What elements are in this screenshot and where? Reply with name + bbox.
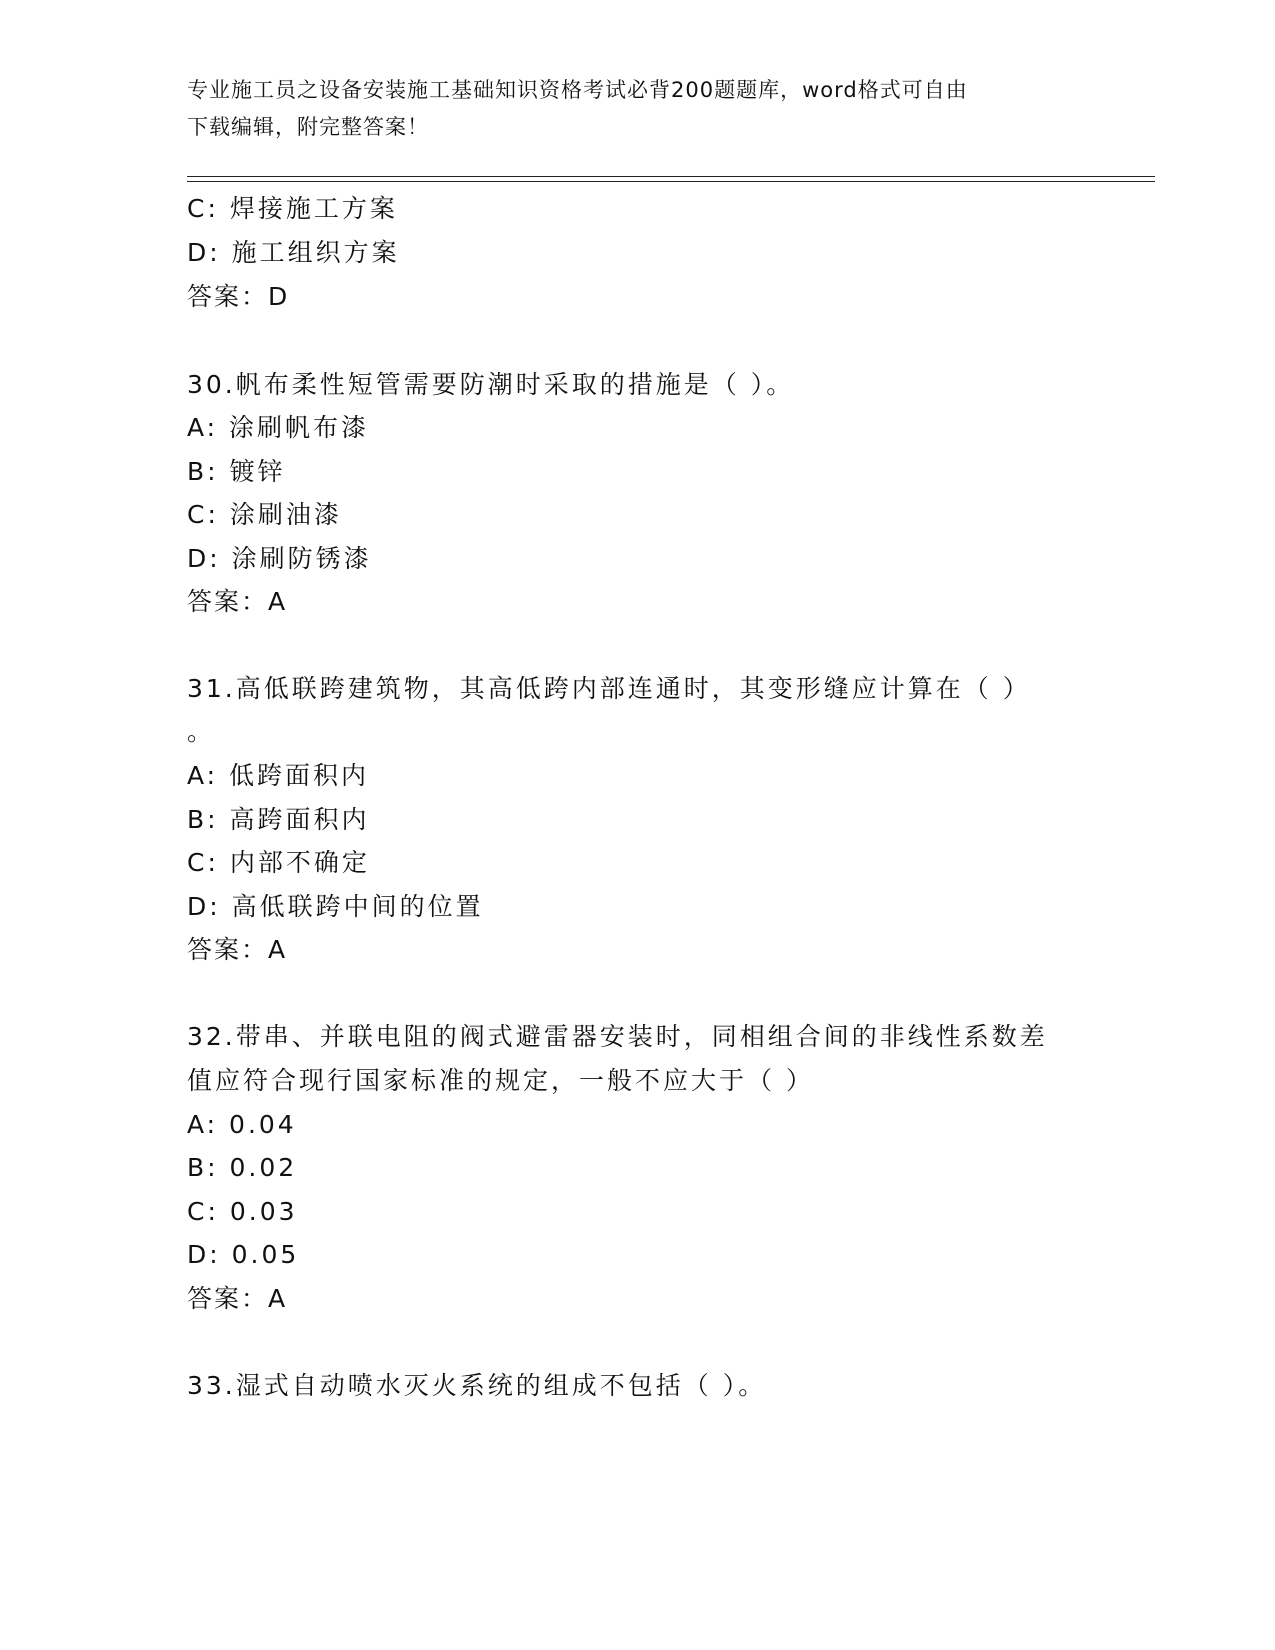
option-line (187, 237, 400, 269)
option-label: C: (187, 500, 219, 529)
document-header (187, 72, 1087, 146)
option-label: B: (187, 805, 219, 834)
option-line (187, 1109, 297, 1141)
option-text: 0.05 (231, 1240, 300, 1269)
option-text: 0.03 (229, 1197, 298, 1226)
header-divider-bottom (187, 181, 1155, 182)
question-stem-continued: 。 (187, 717, 216, 746)
option-label: D: (187, 1240, 221, 1269)
option-label: A: (187, 1110, 219, 1139)
option-line (187, 804, 370, 836)
option-line (187, 499, 342, 531)
option-line (187, 193, 398, 225)
question-stem: 31.高低联跨建筑物，其高低跨内部连通时，其变形缝应计算在（ ） (187, 674, 1031, 703)
option-line (187, 412, 369, 444)
option-line (187, 1239, 299, 1271)
answer-line: 答案：D (187, 282, 290, 311)
option-label: D: (187, 892, 221, 921)
header-line-2: 下载编辑，附完整答案！ (187, 115, 429, 139)
answer-line: 答案：A (187, 1284, 288, 1313)
option-text: 高低联跨中间的位置 (231, 892, 484, 921)
option-text: 内部不确定 (229, 848, 370, 877)
option-text: 施工组织方案 (231, 238, 400, 267)
option-text: 0.04 (229, 1110, 297, 1139)
option-line (187, 760, 369, 792)
option-label: C: (187, 848, 219, 877)
option-text: 高跨面积内 (229, 805, 370, 834)
question-stem: 32.带串、并联电阻的阀式避雷器安装时，同相组合间的非线性系数差 (187, 1022, 1048, 1051)
question-stem-continued: 值应符合现行国家标准的规定，一般不应大于（ ） (187, 1066, 814, 1095)
option-text: 镀锌 (229, 457, 286, 486)
option-line (187, 847, 370, 879)
option-label: A: (187, 761, 219, 790)
header-line-1: 专业施工员之设备安装施工基础知识资格考试必背200题题库，word格式可自由 (187, 78, 968, 102)
question-stem: 30.帆布柔性短管需要防潮时采取的措施是（ ）。 (187, 370, 795, 399)
option-text: 低跨面积内 (229, 761, 370, 790)
option-text: 焊接施工方案 (229, 194, 398, 223)
option-line (187, 1152, 297, 1184)
option-label: C: (187, 194, 219, 223)
option-line (187, 456, 286, 488)
option-text: 涂刷防锈漆 (231, 544, 372, 573)
option-label: A: (187, 413, 219, 442)
option-text: 0.02 (229, 1153, 298, 1182)
option-label: B: (187, 1153, 219, 1182)
option-text: 涂刷帆布漆 (229, 413, 370, 442)
answer-line: 答案：A (187, 587, 288, 616)
option-line (187, 543, 372, 575)
option-label: D: (187, 544, 221, 573)
option-label: B: (187, 457, 219, 486)
option-line (187, 1196, 298, 1228)
option-label: D: (187, 238, 221, 267)
answer-line: 答案：A (187, 935, 288, 964)
option-line (187, 891, 484, 923)
option-label: C: (187, 1197, 219, 1226)
option-text: 涂刷油漆 (229, 500, 342, 529)
header-divider-top (187, 176, 1155, 177)
question-stem: 33.湿式自动喷水灭火系统的组成不包括（ ）。 (187, 1371, 767, 1400)
